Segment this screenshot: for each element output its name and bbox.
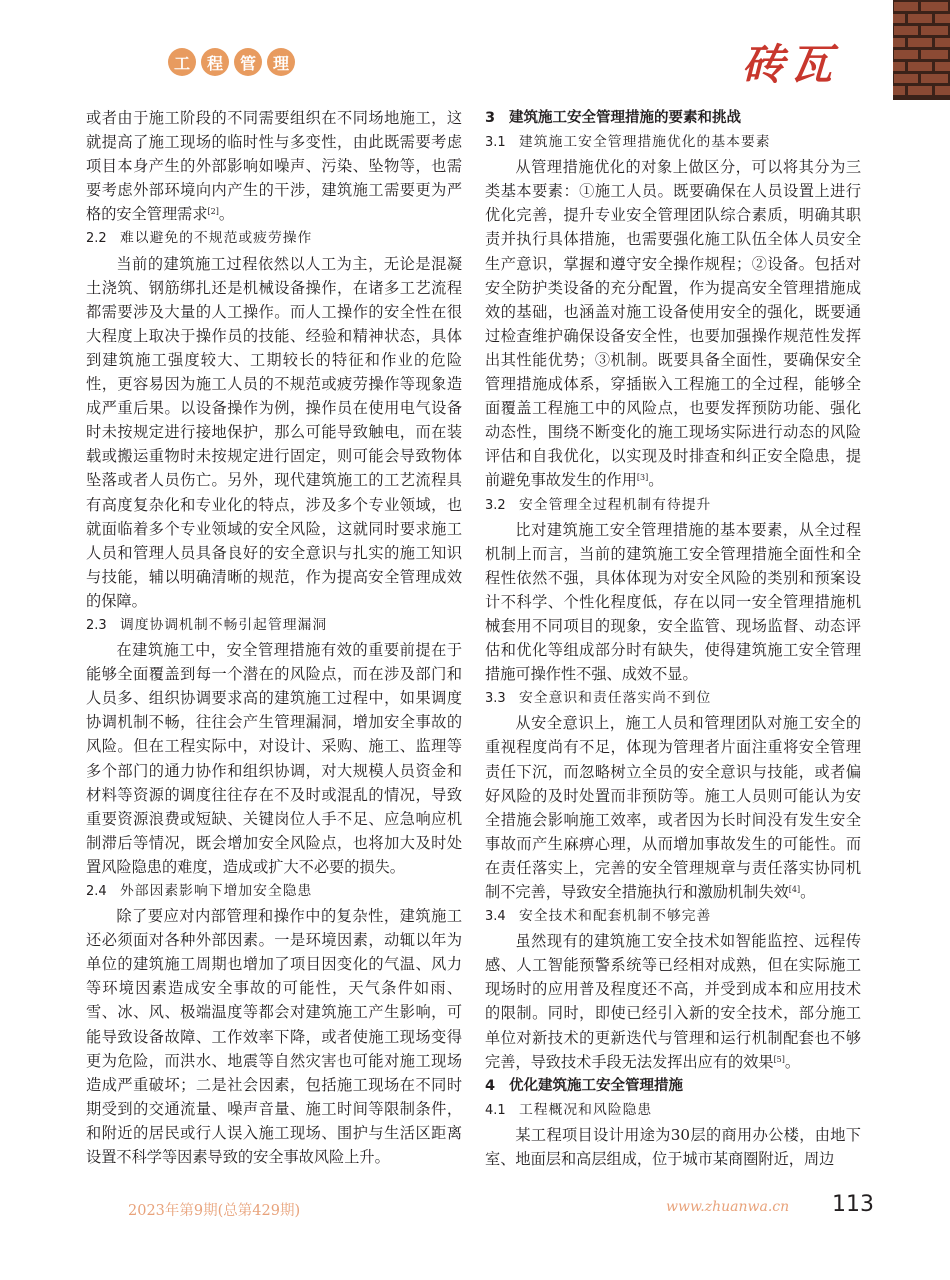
section-heading: 4.1 工程概况和风险隐患 bbox=[485, 1101, 653, 1118]
rubric-char: 管 bbox=[234, 48, 262, 76]
section-heading: 2.3 调度协调机制不畅引起管理漏洞 bbox=[86, 616, 328, 633]
issue-info: 2023年第9期(总第429期) bbox=[128, 1203, 301, 1219]
section-heading: 2.2 难以避免的不规范或疲劳操作 bbox=[86, 230, 313, 247]
rubric-char: 工 bbox=[168, 48, 196, 76]
paragraph: 当前的建筑施工过程依然以人工为主，无论是混凝土浇筑、钢筋绑扎还是机械设备操作，在诸多工艺流程都需要涉及大量的人工操作。而人工操作的安全性在很大程度上取决于操作员的技能、经验和精神状态，具体到建筑施工强度较大、工期较长的特征和作业的危险性，更容易因为施工人员的不规范或疲劳操作等现象造成严重后果。以设备操作为例，操作员在使用电气设备时未按规定进行接地保护，那么可能导致触电，而在装载或搬运重物时未按规定进行固定，则可能会导致物体坠落或者人员伤亡。另外，现代建筑施工的工艺流程具有高度复杂化和专业化的特点，涉及多个专业领域，也就面临着多个专业领域的安全风险，这就同时要求施工人员和管理人员具备良好的安全意识与扎实的施工知识与技能，辅以明确清晰的规范，作为提高安全管理成效的保障。 bbox=[86, 254, 462, 610]
paragraph: 比对建筑施工安全管理措施的基本要素，从全过程机制上而言，当前的建筑施工安全管理措施全面性和全程性依然不强，具体体现为对安全风险的类别和预案设计不科学、个性化程度低，存在以同一安全管理措施机械套用不同项目的现象，安全监管、现场监督、动态评估和优化等组成部分时有缺失，使得建筑施工安全管理措施可操作性不强、成效不显。 bbox=[485, 520, 861, 684]
paragraph: 某工程项目设计用途为30层的商用办公楼，由地下室、地面层和高层组成，位于城市某商圈附近，周边 bbox=[485, 1125, 861, 1169]
citation: [4] bbox=[788, 885, 801, 894]
left-column bbox=[86, 106, 462, 1169]
section-heading: 3.1 建筑施工安全管理措施优化的基本要素 bbox=[485, 134, 771, 151]
paragraph: 除了要应对内部管理和操作中的复杂性，建筑施工还必须面对各种外部因素。一是环境因素，动辄以年为单位的建筑施工周期也增加了项目因变化的气温、风力等环境因素造成安全事故的可能性，天气条件如雨、雪、冰、风、极端温度等都会对建筑施工产生影响，可能导致设备故障、工作效率下降，或者使施工现场变得更为危险，而洪水、地震等自然灾害也可能对施工现场造成严重破坏；二是社会因素，包括施工现场在不同时期受到的交通流量、噪声音量、施工时间等限制条件，和附近的居民或行人误入施工现场、围护与生活区距离设置不科学等因素导致的安全事故风险上升。 bbox=[86, 907, 462, 1167]
brick-wall-image bbox=[893, 0, 950, 100]
paragraph: 虽然现有的建筑施工安全技术如智能监控、远程传感、人工智能预警系统等已经相对成熟，但在实际施工现场时的应用普及程度还不高，并受到成本和应用技术的限制。同时，即使已经引入新的安全技术，部分施工单位对新技术的更新迭代与管理和运行机制配套也不够完善，导致技术手段无法发挥出应有的效果[5]。 bbox=[485, 932, 861, 1071]
section-rubric bbox=[168, 48, 295, 76]
citation: [5] bbox=[773, 1054, 785, 1064]
paragraph: 从安全意识上，施工人员和管理团队对施工安全的重视程度尚有不足，体现为管理者片面注重将安全管理责任下沉，而忽略树立全员的安全意识与技能，或者偏好风险的及时处置而非预防等。施工人员则可能认为安全措施会影响施工效率，或者因为长时间没有发生安全事故而产生麻痹心理，从而增加事故发生的可能性。而在责任落实上，完善的安全管理规章与责任落实协同机制不完善，导致安全措施执行和激励机制失效[4]。 bbox=[485, 714, 861, 901]
rubric-char: 理 bbox=[267, 48, 295, 76]
right-column bbox=[485, 106, 861, 1171]
paragraph: 从管理措施优化的对象上做区分，可以将其分为三类基本要素：①施工人员。既要确保在人员设置上进行优化完善，提升专业安全管理团队综合素质，明确其职责并执行具体措施，也需要强化施工队伍全体人员安全生产意识，掌握和遵守安全操作规程；②设备。包括对安全防护类设备的充分配置，作为提高安全管理措施成效的基础，也涵盖对施工设备使用安全的强化，既要通过检查维护确保设备安全性，也要加强操作规范性发挥出其性能优势；③机制。既要具备全面性，要确保安全管理措施成体系，穿插嵌入工程施工的全过程，能够全面覆盖工程施工中的风险点，也要发挥预防功能、强化动态性，围绕不断变化的施工现场实际进行动态的风险评估和自我优化，以实现及时排查和纠正安全隐患，提前避免事故发生的作用[3]。 bbox=[485, 158, 861, 490]
citation: [3] bbox=[636, 473, 649, 483]
website-link[interactable]: www.zhuanwa.cn bbox=[666, 1199, 790, 1215]
chapter-heading: 4 优化建筑施工安全管理措施 bbox=[485, 1077, 683, 1094]
paragraph: 在建筑施工中，安全管理措施有效的重要前提在于能够全面覆盖到每一个潜在的风险点，而在涉及部门和人员多、组织协调要求高的建筑施工过程中，如果调度协调机制不畅，往往会产生管理漏洞，增加安全事故的风险。但在工程实际中，对设计、采购、施工、监理等多个部门的通力协作和组织协调，对大规模人员资金和材料等资源的调度往往存在不及时或混乱的情况，导致重要资源浪费或短缺、关键岗位人手不足、应急响应机制滞后等情况，既会增加安全风险点，也将加大及时处置风险隐患的难度，造成或扩大不必要的损失。 bbox=[86, 641, 462, 876]
citation: [2] bbox=[207, 207, 219, 217]
rubric-char: 程 bbox=[201, 48, 229, 76]
page-number: 113 bbox=[832, 1192, 874, 1217]
section-heading: 3.3 安全意识和责任落实尚不到位 bbox=[485, 690, 712, 707]
section-heading: 3.2 安全管理全过程机制有待提升 bbox=[485, 496, 712, 513]
page-header bbox=[0, 0, 950, 100]
chapter-heading: 3 建筑施工安全管理措施的要素和挑战 bbox=[485, 110, 741, 126]
section-heading: 3.4 安全技术和配套机制不够完善 bbox=[485, 908, 712, 925]
section-heading: 2.4 外部因素影响下增加安全隐患 bbox=[86, 883, 313, 899]
journal-brand: 砖瓦 bbox=[742, 40, 839, 89]
paragraph: 或者由于施工阶段的不同需要组织在不同场地施工，这就提高了施工现场的临时性与多变性，由此既需要考虑项目本身产生的外部影响如噪声、污染、坠物等，也需要考虑外部环境向内产生的干涉，建筑施工需要更为严格的安全管理需求[2]。 bbox=[86, 109, 462, 224]
